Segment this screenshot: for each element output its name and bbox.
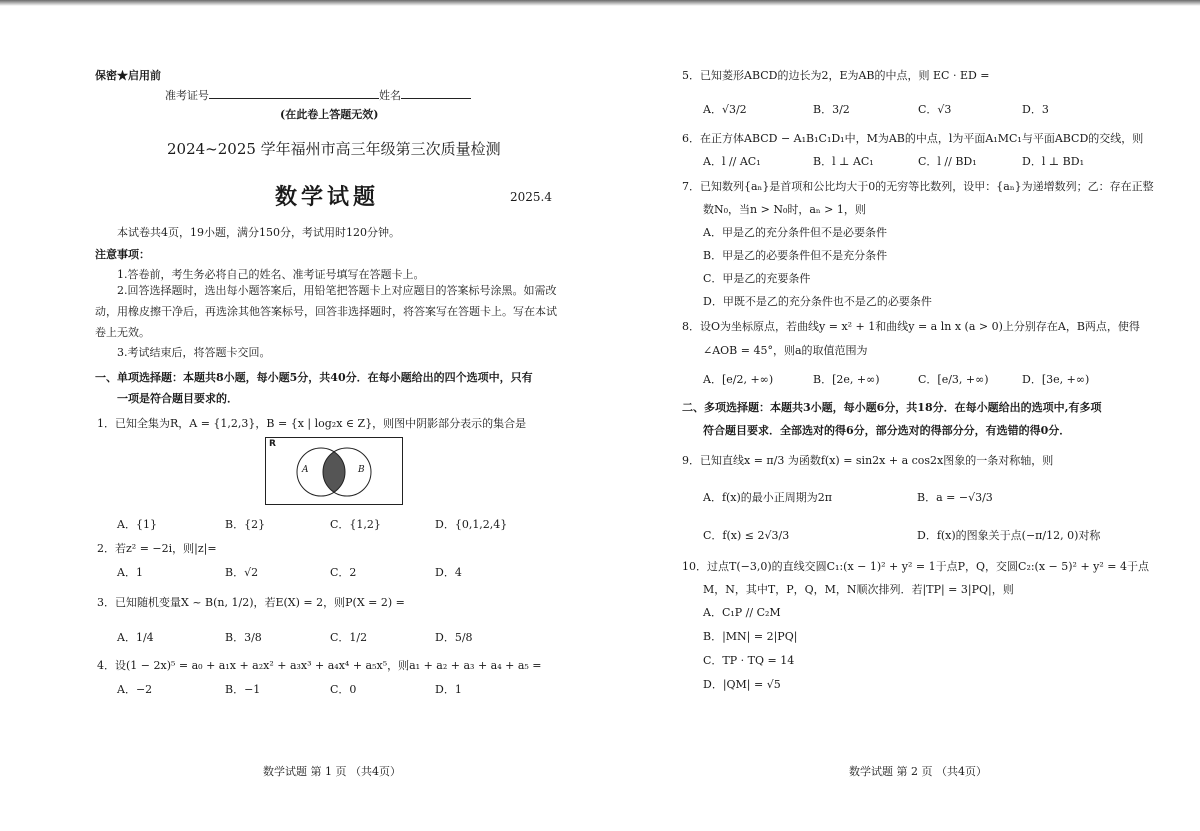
q7-option-d: D．甲既不是乙的充分条件也不是乙的必要条件: [703, 295, 932, 308]
q9-option-b: B．a = −√3/3: [917, 491, 993, 504]
q6-option-a: A．l // AC₁: [703, 155, 761, 168]
section-2-heading-cont: 符合题目要求．全部选对的得6分，部分选对的得部分分，有选错的得0分．: [703, 424, 1071, 437]
page-2: [675, 0, 1154, 831]
q3-option-a: A．1/4: [117, 631, 154, 644]
q7-option-c: C．甲是乙的充要条件: [703, 272, 811, 285]
name-label: 姓名: [379, 89, 401, 102]
question-5-stem: 5．已知菱形ABCD的边长为2，E为AB的中点，则 EC · ED =: [682, 69, 990, 82]
q5-option-a: A．√3/2: [703, 103, 747, 116]
q1-option-b: B．{2}: [225, 518, 266, 531]
q10-option-d: D．|QM| = √5: [703, 678, 781, 691]
question-4-stem: 4．设(1 − 2x)⁵ = a₀ + a₁x + a₂x² + a₃x³ + a₄x⁴ + a₅x⁵，则a₁ + a₂ + a₃ + a₄ + a₅ =: [97, 659, 542, 672]
q4-option-a: A．−2: [117, 683, 153, 696]
section-2-heading: 二、多项选择题：本题共3小题，每小题6分，共18分．在每小题给出的选项中,有多项: [682, 401, 1102, 414]
question-10-stem-cont: M，N，其中T，P，Q，M，N顺次排列．若|TP| = 3|PQ|，则: [703, 583, 1014, 596]
q6-option-d: D．l ⊥ BD₁: [1022, 155, 1084, 168]
q8-option-d: D．[3e, +∞): [1022, 373, 1090, 386]
exam-id-blank: [209, 88, 379, 99]
venn-diagram: [265, 437, 403, 505]
question-6-stem: 6．在正方体ABCD − A₁B₁C₁D₁中，M为AB的中点，l为平面A₁MC₁与平面ABCD的交线，则: [682, 132, 1144, 145]
q10-option-a: A．C₁P // C₂M: [703, 606, 781, 619]
q6-option-b: B．l ⊥ AC₁: [813, 155, 874, 168]
note-1: 1.答卷前，考生务必将自己的姓名、准考证号填写在答题卡上。: [117, 268, 425, 281]
question-3-stem: 3．已知随机变量X ~ B(n, 1/2)，若E(X) = 2，则P(X = 2) =: [97, 596, 405, 609]
q4-option-b: B．−1: [225, 683, 261, 696]
note-3: 3.考试结束后，将答题卡交回。: [117, 346, 271, 359]
q1-option-a: A．{1}: [117, 518, 157, 531]
q1-option-c: C．{1,2}: [330, 518, 381, 531]
question-1-stem: 1．已知全集为R，A = {1,2,3}，B = {x | log₂x ∈ Z}，则图中阴影部分表示的集合是: [97, 417, 527, 430]
q7-option-a: A．甲是乙的充分条件但不是必要条件: [703, 226, 887, 239]
venn-universe-label: R: [269, 439, 276, 449]
page-1-footer: 数学试题 第 1 页 （共4页）: [263, 765, 401, 778]
venn-set-a-label: A: [302, 465, 309, 475]
exam-id-row: [165, 87, 471, 103]
exam-id-label: 准考证号: [165, 89, 209, 102]
q3-option-d: D．5/8: [435, 631, 473, 644]
q8-option-c: C．[e/3, +∞): [918, 373, 989, 386]
invalid-note: (在此卷上答题无效): [280, 108, 379, 121]
q6-option-c: C．l // BD₁: [918, 155, 977, 168]
question-10-stem: 10．过点T(−3,0)的直线交圆C₁:(x − 1)² + y² = 1于点P，Q，交圆C₂:(x − 5)² + y² = 4于点: [682, 560, 1150, 573]
page-2-footer: 数学试题 第 2 页 （共4页）: [849, 765, 987, 778]
q9-option-a: A．f(x)的最小正周期为2π: [703, 491, 833, 504]
page-1: [95, 0, 565, 831]
section-1-heading: 一、单项选择题：本题共8小题，每小题5分，共40分．在每小题给出的四个选项中，只有: [95, 371, 533, 384]
name-blank: [401, 88, 471, 99]
q4-option-c: C．0: [330, 683, 357, 696]
q10-option-b: B．|MN| = 2|PQ|: [703, 630, 798, 643]
exam-date: 2025.4: [510, 190, 552, 204]
section-1-heading-cont: 一项是符合题目要求的．: [117, 392, 238, 405]
exam-title: 2024~2025 学年福州市高三年级第三次质量检测: [167, 140, 501, 158]
question-2-stem: 2．若z² = −2i，则|z|=: [97, 542, 217, 555]
q5-option-d: D．3: [1022, 103, 1049, 116]
venn-circles: [266, 438, 402, 504]
q1-option-d: D．{0,1,2,4}: [435, 518, 508, 531]
q7-option-b: B．甲是乙的必要条件但不是充分条件: [703, 249, 888, 262]
secret-label: 保密★启用前: [95, 69, 161, 82]
q3-option-c: C．1/2: [330, 631, 368, 644]
venn-set-b-label: B: [358, 465, 365, 475]
q9-option-d: D．f(x)的图象关于点(−π/12, 0)对称: [917, 529, 1101, 542]
q8-option-b: B．[2e, +∞): [813, 373, 880, 386]
notes-title: 注意事项：: [95, 248, 150, 261]
q9-option-c: C．f(x) ≤ 2√3/3: [703, 529, 790, 542]
q3-option-b: B．3/8: [225, 631, 262, 644]
q5-option-c: C．√3: [918, 103, 952, 116]
q5-option-b: B．3/2: [813, 103, 850, 116]
subject-title: 数学试题: [275, 184, 380, 210]
q2-option-c: C．2: [330, 566, 357, 579]
note-2: 2.回答选择题时，选出每小题答案后，用铅笔把答题卡上对应题目的答案标号涂黑。如需改动，用橡皮擦干净后，再选涂其他答案标号，回答非选择题时，将答案写在答题卡上。写在本试卷上无效。: [95, 284, 557, 339]
question-8-stem: 8．设O为坐标原点，若曲线y = x² + 1和曲线y = a ln x (a > 0)上分别存在A，B两点，使得: [682, 320, 1140, 333]
q4-option-d: D．1: [435, 683, 462, 696]
q2-option-d: D．4: [435, 566, 462, 579]
question-9-stem: 9．已知直线x = π/3 为函数f(x) = sin2x + a cos2x图象的一条对称轴，则: [682, 454, 1054, 467]
question-7-stem-cont: 数N₀，当n > N₀时，aₙ > 1，则: [703, 203, 866, 216]
q8-option-a: A．[e/2, +∞): [703, 373, 774, 386]
intro-text: 本试卷共4页，19小题，满分150分，考试用时120分钟。: [117, 226, 400, 239]
question-7-stem: 7．已知数列{aₙ}是首项和公比均大于0的无穷等比数列，设甲：{aₙ}为递增数列；乙：存在正整: [682, 180, 1154, 193]
q10-option-c: C．TP · TQ = 14: [703, 654, 795, 667]
q2-option-a: A．1: [117, 566, 143, 579]
q2-option-b: B．√2: [225, 566, 259, 579]
question-8-stem-cont: ∠AOB = 45°，则a的取值范围为: [703, 344, 868, 357]
